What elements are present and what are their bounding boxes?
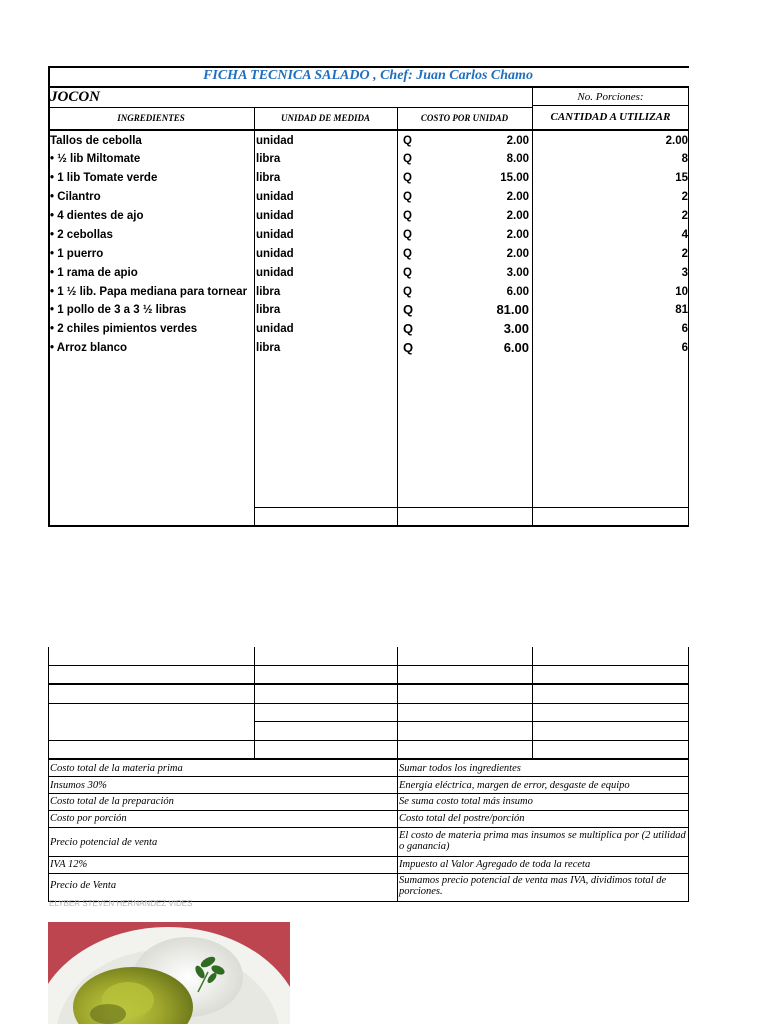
ingredient-cell: Tallos de cebolla — [50, 135, 142, 147]
ingredient-cell: • 2 chiles pimientos verdes — [50, 323, 198, 335]
dish-photo-illustration — [48, 922, 290, 1024]
currency-cell: Q — [403, 153, 412, 165]
divider — [48, 758, 689, 760]
table-row — [0, 264, 768, 283]
ingredient-cell: • Cilantro — [50, 191, 101, 203]
header-qty: CANTIDAD A UTILIZAR — [550, 111, 671, 123]
quantity-cell: 2 — [681, 248, 688, 260]
ingredient-cell: • 2 cebollas — [50, 229, 113, 241]
sheet-title: FICHA TECNICA SALADO , Chef: Juan Carlos Chamo — [203, 68, 533, 83]
table-row — [0, 132, 768, 151]
summary-desc: Sumar todos los ingredientes — [399, 763, 521, 774]
cost-cell: 2.00 — [506, 191, 529, 203]
divider — [533, 105, 689, 106]
quantity-cell: 6 — [681, 342, 688, 354]
summary-desc: Costo total del postre/porción — [399, 813, 525, 824]
ingredient-cell: • 1 lib Tomate verde — [50, 172, 158, 184]
currency-cell: Q — [403, 210, 412, 222]
summary-label: Costo total de la materia prima — [50, 763, 183, 774]
border-right — [688, 647, 689, 902]
table-row — [0, 283, 768, 302]
currency-cell: Q — [403, 267, 412, 279]
quantity-cell: 2 — [681, 191, 688, 203]
unit-cell: unidad — [256, 210, 294, 222]
divider — [48, 703, 689, 704]
table-row — [0, 301, 768, 320]
quantity-cell: 81 — [675, 304, 688, 316]
summary-desc: Se suma costo total más insumo — [399, 796, 533, 807]
table-row — [0, 169, 768, 188]
quantity-cell: 2 — [681, 210, 688, 222]
table-row — [0, 245, 768, 264]
ingredient-cell: • ½ lib Miltomate — [50, 153, 141, 165]
unit-cell: unidad — [256, 191, 294, 203]
border-left — [48, 647, 49, 902]
summary-desc: El costo de materia prima mas insumos se multiplica por (2 utilidad o ganancia) — [399, 830, 686, 852]
cost-cell: 3.00 — [503, 321, 529, 336]
divider — [48, 827, 689, 828]
cost-cell: 15.00 — [500, 172, 529, 184]
ingredient-cell: • 1 ½ lib. Papa mediana para tornear — [50, 286, 248, 298]
dish-name: JOCON — [50, 89, 101, 105]
ingredient-cell: • 1 puerro — [50, 248, 104, 260]
currency-cell: Q — [403, 248, 412, 260]
unit-cell: libra — [256, 172, 281, 184]
header-ingredients: INGREDIENTES — [117, 113, 185, 123]
currency-cell: Q — [403, 135, 412, 147]
cost-cell: 81.00 — [496, 302, 529, 317]
quantity-cell: 3 — [681, 267, 688, 279]
cost-cell: 6.00 — [503, 340, 529, 355]
summary-label: Costo por porción — [50, 813, 127, 824]
unit-cell: unidad — [256, 135, 294, 147]
table-row — [0, 188, 768, 207]
summary-desc: Sumamos precio potencial de venta mas IVA, dividimos total de porciones. — [399, 875, 667, 897]
unit-cell: libra — [256, 304, 281, 316]
divider — [48, 793, 689, 794]
cost-cell: 8.00 — [506, 153, 529, 165]
cost-cell: 3.00 — [506, 267, 529, 279]
divider — [48, 856, 689, 857]
summary-label: IVA 12% — [50, 859, 88, 870]
summary-label: Costo total de la preparación — [50, 796, 174, 807]
divider — [48, 107, 533, 108]
unit-cell: unidad — [256, 248, 294, 260]
divider — [48, 810, 689, 811]
currency-cell: Q — [403, 172, 412, 184]
ingredient-cell: • 1 pollo de 3 a 3 ½ libras — [50, 304, 187, 316]
divider — [48, 665, 689, 666]
ingredient-cell: • 4 dientes de ajo — [50, 210, 144, 222]
quantity-cell: 10 — [675, 286, 688, 298]
border-bottom — [48, 525, 689, 527]
unit-cell: unidad — [256, 229, 294, 241]
cost-cell: 2.00 — [506, 248, 529, 260]
table-row — [0, 207, 768, 226]
cost-cell: 2.00 — [506, 135, 529, 147]
summary-desc: Energía eléctrica, margen de error, desgaste de equipo — [399, 780, 630, 791]
cost-cell: 2.00 — [506, 229, 529, 241]
divider — [254, 507, 689, 508]
currency-cell: Q — [403, 340, 414, 355]
cost-cell: 6.00 — [506, 286, 529, 298]
summary-label: Insumos 30% — [50, 780, 107, 791]
unit-cell: libra — [256, 286, 281, 298]
unit-cell: unidad — [256, 267, 294, 279]
header-unit: UNIDAD DE MEDIDA — [280, 113, 370, 123]
divider — [48, 776, 689, 777]
table-row — [0, 226, 768, 245]
unit-cell: libra — [256, 153, 281, 165]
table-row — [0, 320, 768, 339]
divider — [48, 683, 689, 685]
divider — [254, 721, 689, 722]
quantity-cell: 6 — [681, 323, 688, 335]
quantity-cell: 4 — [681, 229, 688, 241]
summary-label: Precio potencial de venta — [50, 837, 158, 848]
unit-cell: libra — [256, 342, 281, 354]
dish-photo — [48, 922, 290, 1024]
divider — [48, 129, 689, 131]
summary-desc: Impuesto al Valor Agregado de toda la receta — [399, 859, 591, 870]
divider — [48, 86, 689, 88]
quantity-cell: 15 — [675, 172, 688, 184]
summary-label: Precio de Venta — [50, 880, 117, 891]
currency-cell: Q — [403, 191, 412, 203]
portions-label: No. Porciones: — [577, 91, 644, 103]
watermark: ELYBER STEVEN HERNANDEZ VIDES — [49, 899, 193, 908]
currency-cell: Q — [403, 286, 412, 298]
ingredient-cell: • 1 rama de apio — [50, 267, 138, 279]
divider — [48, 740, 689, 741]
ingredient-cell: • Arroz blanco — [50, 342, 128, 354]
table-row — [0, 339, 768, 358]
divider — [48, 873, 689, 874]
quantity-cell: 8 — [681, 153, 688, 165]
currency-cell: Q — [403, 321, 414, 336]
table-row — [0, 150, 768, 169]
header-cost: COSTO POR UNIDAD — [420, 113, 509, 123]
unit-cell: unidad — [256, 323, 294, 335]
cost-cell: 2.00 — [506, 210, 529, 222]
currency-cell: Q — [403, 302, 414, 317]
currency-cell: Q — [403, 229, 412, 241]
quantity-cell: 2.00 — [665, 135, 688, 147]
column-divider — [397, 647, 398, 902]
